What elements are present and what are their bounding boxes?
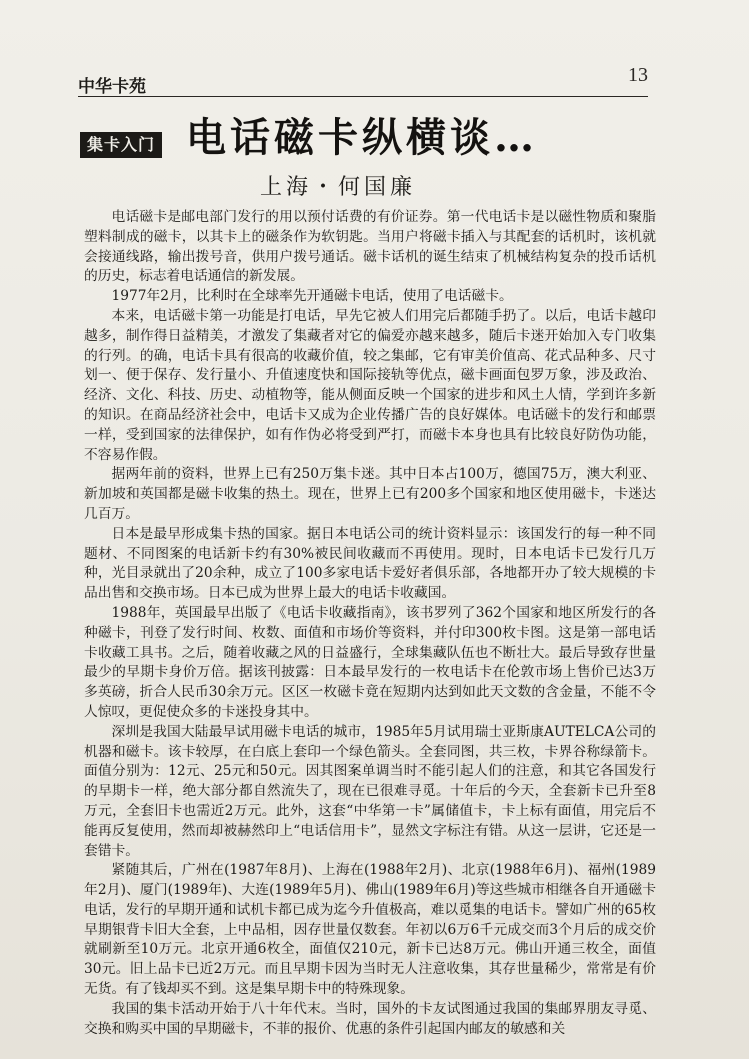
header-rule: [78, 96, 648, 97]
article-title: 电话磁卡纵横谈…: [186, 114, 538, 161]
page-number: 13: [628, 64, 648, 86]
paragraph: 日本是最早形成集卡热的国家。据日本电话公司的统计资料显示：该国发行的每一种不同题材、不同图案的电话新卡约有30%被民间收藏而不再使用。现时，日本电话卡已发行几万种，光目录就出了20余种，成立了100多家电话卡爱好者俱乐部，各地都开办了较大规模的卡品出售和交换市场。日本已成为世界上最大的电话卡收藏国。: [84, 525, 656, 602]
section-name: 中华卡苑: [78, 77, 146, 97]
paragraph: 据两年前的资料，世界上已有250万集卡迷。其中日本占100万，德国75万，澳大利亚、新加坡和英国都是磁卡收集的热土。现在，世界上已有200多个国家和地区使用磁卡，卡迷达几百万。: [84, 466, 656, 522]
paragraph: 1977年2月，比利时在全球率先开通磁卡电话，使用了电话磁卡。: [111, 288, 513, 305]
article-body: [84, 208, 656, 1039]
paragraph: 紧随其后，广州在(1987年8月)、上海在(1988年2月)、北京(1988年6月)、福州(1989年2月)、厦门(1989年)、大连(1989年5月)、佛山(1989年6月)等这些城市相继各自开通磁卡电话，发行的早期开通和试机卡都已成为迄今升值极高，难以觅集的电话卡。譬如广州的65枚早期银背卡旧大全套，上中品相，因存世量仅数套。年初以6万6千元成交而3个月后的成交价就刷新至10万元。北京开通6枚全，面值仅210元，新卡已达8万元。佛山开通三枚全，面值30元。旧上品卡已近2万元。而且早期卡因为当时无人注意收集，其存世量稀少，常常是有价无货。有了钱却买不到。这是集早期卡中的特殊现象。: [84, 862, 656, 998]
column-tag: 集卡入门: [80, 132, 162, 158]
paragraph: 1988年，英国最早出版了《电话卡收藏指南》，该书罗列了362个国家和地区所发行的各种磁卡，刊登了发行时间、枚数、面值和市场价等资料，并付印300枚卡图。这是第一部电话卡收藏工具书。之后，随着收藏之风的日益盛行，全球集藏队伍也不断壮大。最后导致存世量最少的早期卡身价万倍。据该刊披露：日本最早发行的一枚电话卡在伦敦市场上售价已达3万多英磅，折合人民币30余万元。区区一枚磁卡竟在短期内达到如此天文数的含金量，不能不令人惊叹，更促使众多的卡迷投身其中。: [84, 604, 656, 720]
article-byline: 上海・何国廉: [260, 175, 417, 200]
paragraph: 深圳是我国大陆最早试用磁卡电话的城市，1985年5月试用瑞士亚斯康AUTELCA公司的机器和磁卡。该卡较厚，在白底上套印一个绿色箭头。全套同图，共三枚，卡界谷称绿箭卡。面值分别为：12元、25元和50元。因其图案单调当时不能引起人们的注意，和其它各国发行的早期卡一样，绝大部分都自然流失了，现在已很难寻觅。十年后的今天，全套新卡已升至8万元，全套旧卡也需近2万元。此外，这套“中华第一卡”属储值卡，卡上标有面值，用完后不能再反复使用，然而却被赫然印上“电话信用卡”，显然文字标注有错。从这一层讲，它还是一套错卡。: [84, 723, 656, 859]
paragraph: 我国的集卡活动开始于八十年代末。当时，国外的卡友试图通过我国的集邮界朋友寻觅、交换和购买中国的早期磁卡，不菲的报价、优惠的条件引起国内邮友的敏感和关: [84, 1000, 656, 1037]
running-header: [78, 64, 648, 98]
paragraph: 电话磁卡是邮电部门发行的用以预付话费的有价证券。第一代电话卡是以磁性物质和聚脂塑料制成的磁卡，以其卡上的磁条作为软钥匙。当用户将磁卡插入与其配套的话机时，该机就会接通线路，输出拨号音，供用户拨号通话。磁卡话机的诞生结束了机械结构复杂的投币话机的历史，标志着电话通信的新发展。: [84, 209, 656, 285]
paragraph: 本来，电话磁卡第一功能是打电话，早先它被人们用完后都随手扔了。以后，电话卡越印越多，制作得日益精美，才激发了集藏者对它的偏爱亦越来越多，随后卡迷开始加入专门收集的行列。的确，电话卡具有很高的收藏价值，较之集邮，它有审美价值高、花式品种多、尺寸划一、便于保存、发行量小、升值速度快和国际接轨等优点，磁卡画面包罗万象，涉及政治、经济、文化、科技、历史、动植物等，能从侧面反映一个国家的进步和风土人情，学到许多新的知识。在商品经济社会中，电话卡又成为企业传播广告的良好媒体。电话磁卡的发行和邮票一样，受到国家的法律保护，如有作伪必将受到严打，而磁卡本身也具有比较良好防伪功能，不容易作假。: [84, 307, 656, 463]
